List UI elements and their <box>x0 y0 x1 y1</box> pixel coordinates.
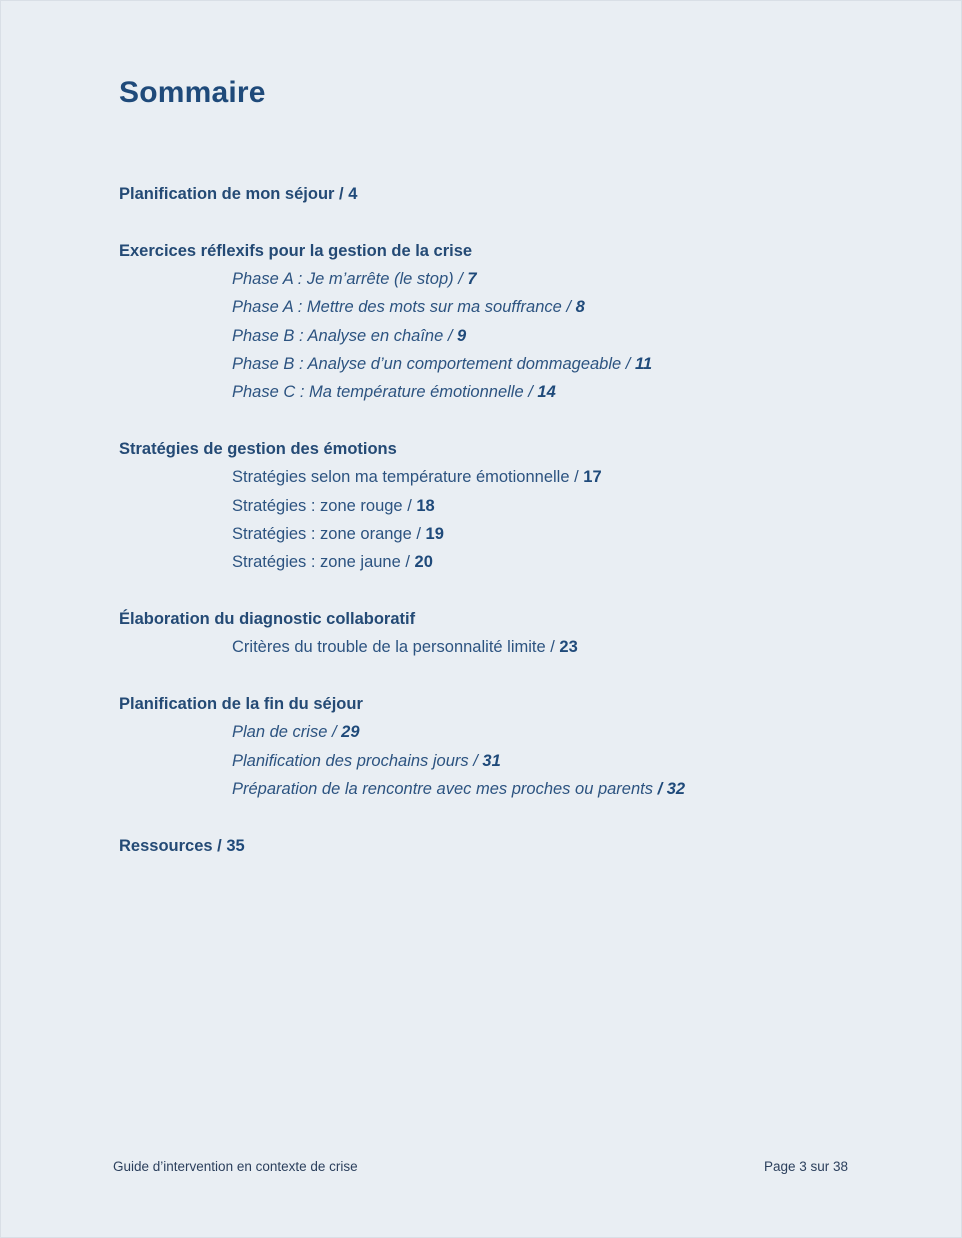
toc-subentry[interactable] <box>119 520 839 548</box>
toc-entry-label: Stratégies : zone rouge / <box>232 496 417 515</box>
toc-subentry[interactable] <box>119 265 839 293</box>
toc-entry-page: 7 <box>467 270 477 289</box>
toc-subentry[interactable] <box>119 463 839 491</box>
toc-subentry[interactable] <box>119 293 839 321</box>
toc-subentry[interactable] <box>119 633 839 661</box>
toc-entry-label: Ressources / <box>119 836 227 855</box>
toc-entry-label: Phase B : Analyse d’un comportement dommageable / <box>232 354 635 373</box>
toc-entry-page: / 32 <box>657 780 686 799</box>
toc-entry-label: Critères du trouble de la personnalité limite / <box>232 638 560 657</box>
toc-section-exercices[interactable]: Exercices réflexifs pour la gestion de la crise <box>119 241 473 260</box>
toc-subentry[interactable] <box>119 548 839 576</box>
toc-subentry[interactable] <box>119 378 839 406</box>
toc-section-diagnostic[interactable]: Élaboration du diagnostic collaboratif <box>119 610 416 629</box>
toc-subentry[interactable] <box>119 775 839 803</box>
toc-entry-label: Stratégies selon ma température émotionnelle / <box>232 468 584 487</box>
toc-subentry[interactable] <box>119 718 839 746</box>
toc-entry-page: 9 <box>457 326 467 345</box>
page-title: Sommaire <box>119 76 266 109</box>
toc-entry-page: 23 <box>559 638 578 657</box>
toc-entry-page: 31 <box>482 751 501 770</box>
toc-subentry[interactable] <box>119 747 839 775</box>
toc-entry-label: Phase C : Ma température émotionnelle / <box>232 383 538 402</box>
toc-entry-label: Planification des prochains jours / <box>232 751 483 770</box>
toc-entry-page: 14 <box>537 383 556 402</box>
toc-entry-page: 35 <box>226 836 245 855</box>
table-of-contents <box>119 180 839 860</box>
toc-entry-label: Préparation de la rencontre avec mes proches ou parents <box>232 780 658 799</box>
toc-entry-page: 20 <box>414 553 433 572</box>
toc-entry-label: Stratégies : zone jaune / <box>232 553 415 572</box>
toc-entry-label: Stratégies : zone orange / <box>232 524 426 543</box>
toc-subentry[interactable] <box>119 322 839 350</box>
toc-entry-page: 18 <box>416 496 435 515</box>
footer-page-number: Page 3 sur 38 <box>763 1159 848 1174</box>
toc-section-strategies[interactable]: Stratégies de gestion des émotions <box>119 440 397 459</box>
toc-entry-planification[interactable] <box>119 180 839 208</box>
toc-entry-label: Plan de crise / <box>232 723 342 742</box>
toc-entry-page: 11 <box>634 354 653 373</box>
toc-entry-ressources[interactable] <box>119 832 839 860</box>
toc-entry-page: 4 <box>348 185 358 203</box>
toc-entry-page: 17 <box>583 468 602 487</box>
toc-subentry[interactable] <box>119 492 839 520</box>
toc-entry-label: Phase B : Analyse en chaîne / <box>232 326 458 345</box>
toc-section-fin-sejour[interactable]: Planification de la fin du séjour <box>119 695 363 714</box>
toc-subentry[interactable] <box>119 350 839 378</box>
toc-entry-label: Planification de mon séjour / <box>119 185 349 203</box>
toc-entry-label: Phase A : Mettre des mots sur ma souffrance / <box>232 298 576 317</box>
toc-entry-page: 8 <box>575 298 585 317</box>
toc-entry-page: 19 <box>425 524 444 543</box>
toc-entry-label: Phase A : Je m’arrête (le stop) / <box>232 270 468 289</box>
footer-document-title: Guide d’intervention en contexte de crise <box>113 1159 358 1174</box>
toc-entry-page: 29 <box>341 723 360 742</box>
